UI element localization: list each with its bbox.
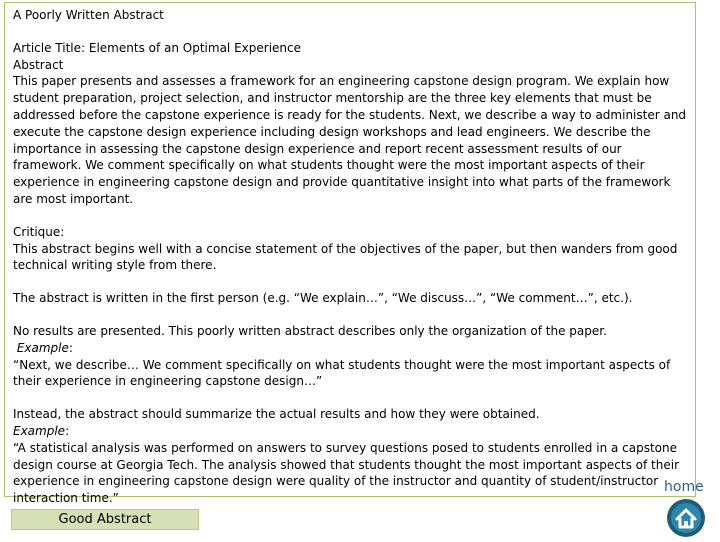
example-2-text: “A statistical analysis was performed on answers to survey questions posed to students enrolled in a capstone design course at Georgia Tech. The analysis showed that students thought the most important aspects of their experience in engineering capstone design were quality of the instructor and quantity of student/instructor interaction time.”	[13, 440, 680, 506]
example-2-label	[13, 423, 687, 440]
first-person-text: The abstract is written in the first person (e.g. “We explain…”, “We discuss…”, “We comment…”, etc.).	[13, 291, 633, 306]
home-button[interactable]	[666, 498, 706, 538]
no-results-text: No results are presented. This poorly written abstract describes only the organization of the paper.	[13, 323, 607, 338]
example-label-text: Example	[16, 340, 69, 355]
page-header: A Poorly Written Abstract	[13, 8, 164, 22]
abstract-text: This paper presents and assesses a framework for an engineering capstone design program. We explain how student preparation, project selection, and instructor mentorship are the three key elements that must be addressed before the capstone experience is ready for the students. Next, we describe a way to administer and execute the capstone design experience including design workshops and lead engineers. We describe the importance in assessing the capstone design experience and report recent assessment results of our framework. We comment specifically on what students thought were the most important aspects of their experience in engineering capstone design and provide quantitative insight into what parts of the framework are most important.	[13, 74, 687, 206]
good-abstract-button[interactable]: Good Abstract	[11, 509, 199, 530]
critique-text: This abstract begins well with a concise statement of the objectives of the paper, but then wanders from good technical writing style from there.	[13, 241, 678, 273]
example-colon-2: :	[65, 423, 70, 438]
example-1-label	[13, 340, 687, 357]
example-1-text: “Next, we describe… We comment specifically on what students thought were the most important aspects of their experience in engineering capstone design…”	[13, 357, 671, 389]
example-colon: :	[68, 340, 73, 355]
example-label-text-2: Example	[13, 423, 66, 438]
content-panel	[4, 2, 696, 506]
home-icon	[666, 498, 706, 538]
instead-text: Instead, the abstract should summarize the actual results and how they were obtained.	[13, 407, 540, 422]
critique-label: Critique:	[13, 224, 65, 239]
abstract-label: Abstract	[13, 57, 64, 72]
home-link[interactable]: home	[664, 479, 704, 495]
article-title: Article Title: Elements of an Optimal Experience	[13, 40, 301, 55]
